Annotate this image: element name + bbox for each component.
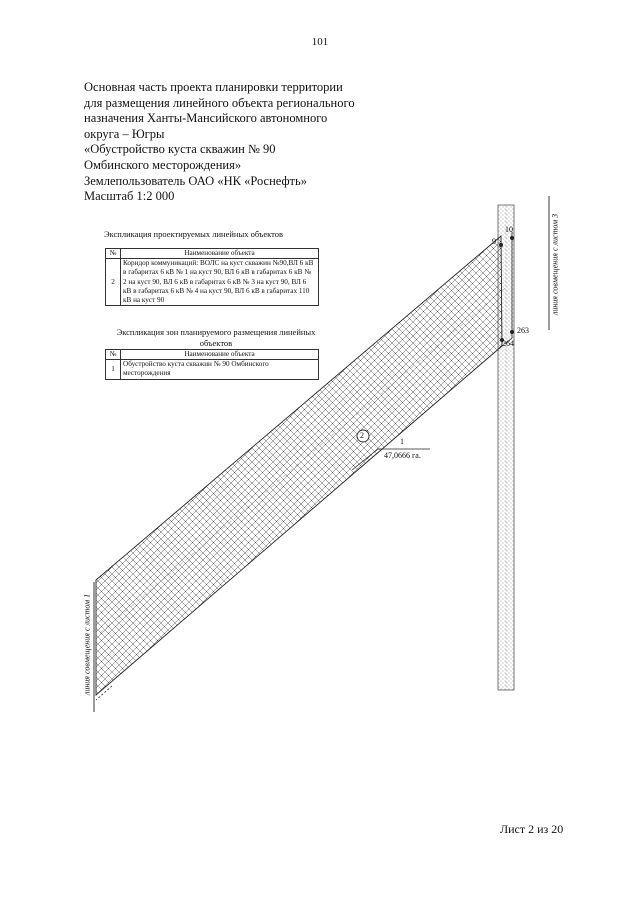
point-263-marker (510, 330, 514, 334)
zones-caption-line: объектов (199, 338, 233, 348)
zone-area-label: 47,0666 га. (384, 451, 421, 460)
header-name: Наименование объекта (121, 249, 319, 259)
zones-table (105, 349, 319, 380)
title-line: Масштаб 1:2 000 (84, 189, 175, 204)
table-header-row (106, 249, 319, 259)
point-264-label: 264 (502, 339, 514, 348)
header-num: № (106, 350, 121, 360)
title-block (84, 80, 424, 205)
zone-number-label: 1 (400, 437, 404, 446)
page-number: 101 (311, 36, 329, 48)
row-num: 1 (106, 360, 121, 379)
point-10-label: 10 (505, 225, 513, 234)
title-line: округа – Югры (84, 126, 165, 141)
corridor-marker-label: 2 (360, 431, 364, 440)
point-9-marker (499, 243, 503, 247)
row-num: 2 (106, 259, 121, 306)
table-row (106, 259, 319, 306)
row-name: Коридор коммуникаций: ВОЛС на куст скважин №90,ВЛ 6 кВ в габаритах 6 кВ № 1 на куст 90, ВЛ 6 кВ в габаритах 6 кВ № 2 на куст 90, ВЛ 6 кВ в габаритах 6 кВ № 3 на куст 90, ВЛ 6 кВ в габаритах 6 кВ № 4 на куст 90, ВЛ 6 кВ в габаритах 110 кВ на куст 90 (121, 259, 319, 306)
zones-caption (100, 327, 332, 349)
row-name: Обустройство куста скважин № 90 Омбинского месторождения (121, 360, 319, 379)
point-9-label: 9 (492, 237, 496, 246)
linear-objects-table (105, 248, 319, 306)
match-line-right-label: линия совмещения с листом 3 (550, 213, 560, 316)
table-row (106, 360, 319, 379)
sheet-number: Лист 2 из 20 (500, 822, 564, 836)
match-line-left-label: линия совмещения с листом 1 (82, 593, 92, 696)
linear-objects-caption: Экспликация проектируемых линейных объектов (104, 229, 283, 239)
table-header-row (106, 350, 319, 360)
header-num: № (106, 249, 121, 259)
title-line: Землепользователь ОАО «НК «Роснефть» (84, 173, 307, 188)
title-line: «Обустройство куста скважин № 90 (84, 142, 276, 157)
point-263-label: 263 (517, 326, 529, 335)
title-line: назначения Ханты-Мансийского автономного (84, 111, 328, 126)
title-line: Основная часть проекта планировки территории (84, 80, 343, 94)
title-line: для размещения линейного объекта регионального (84, 95, 355, 110)
title-line: Омбинского месторождения» (84, 157, 242, 172)
point-10-marker (510, 236, 514, 240)
zones-caption-line: Экспликация зон планируемого размещения линейных (116, 327, 316, 337)
header-name: Наименование объекта (121, 350, 319, 360)
